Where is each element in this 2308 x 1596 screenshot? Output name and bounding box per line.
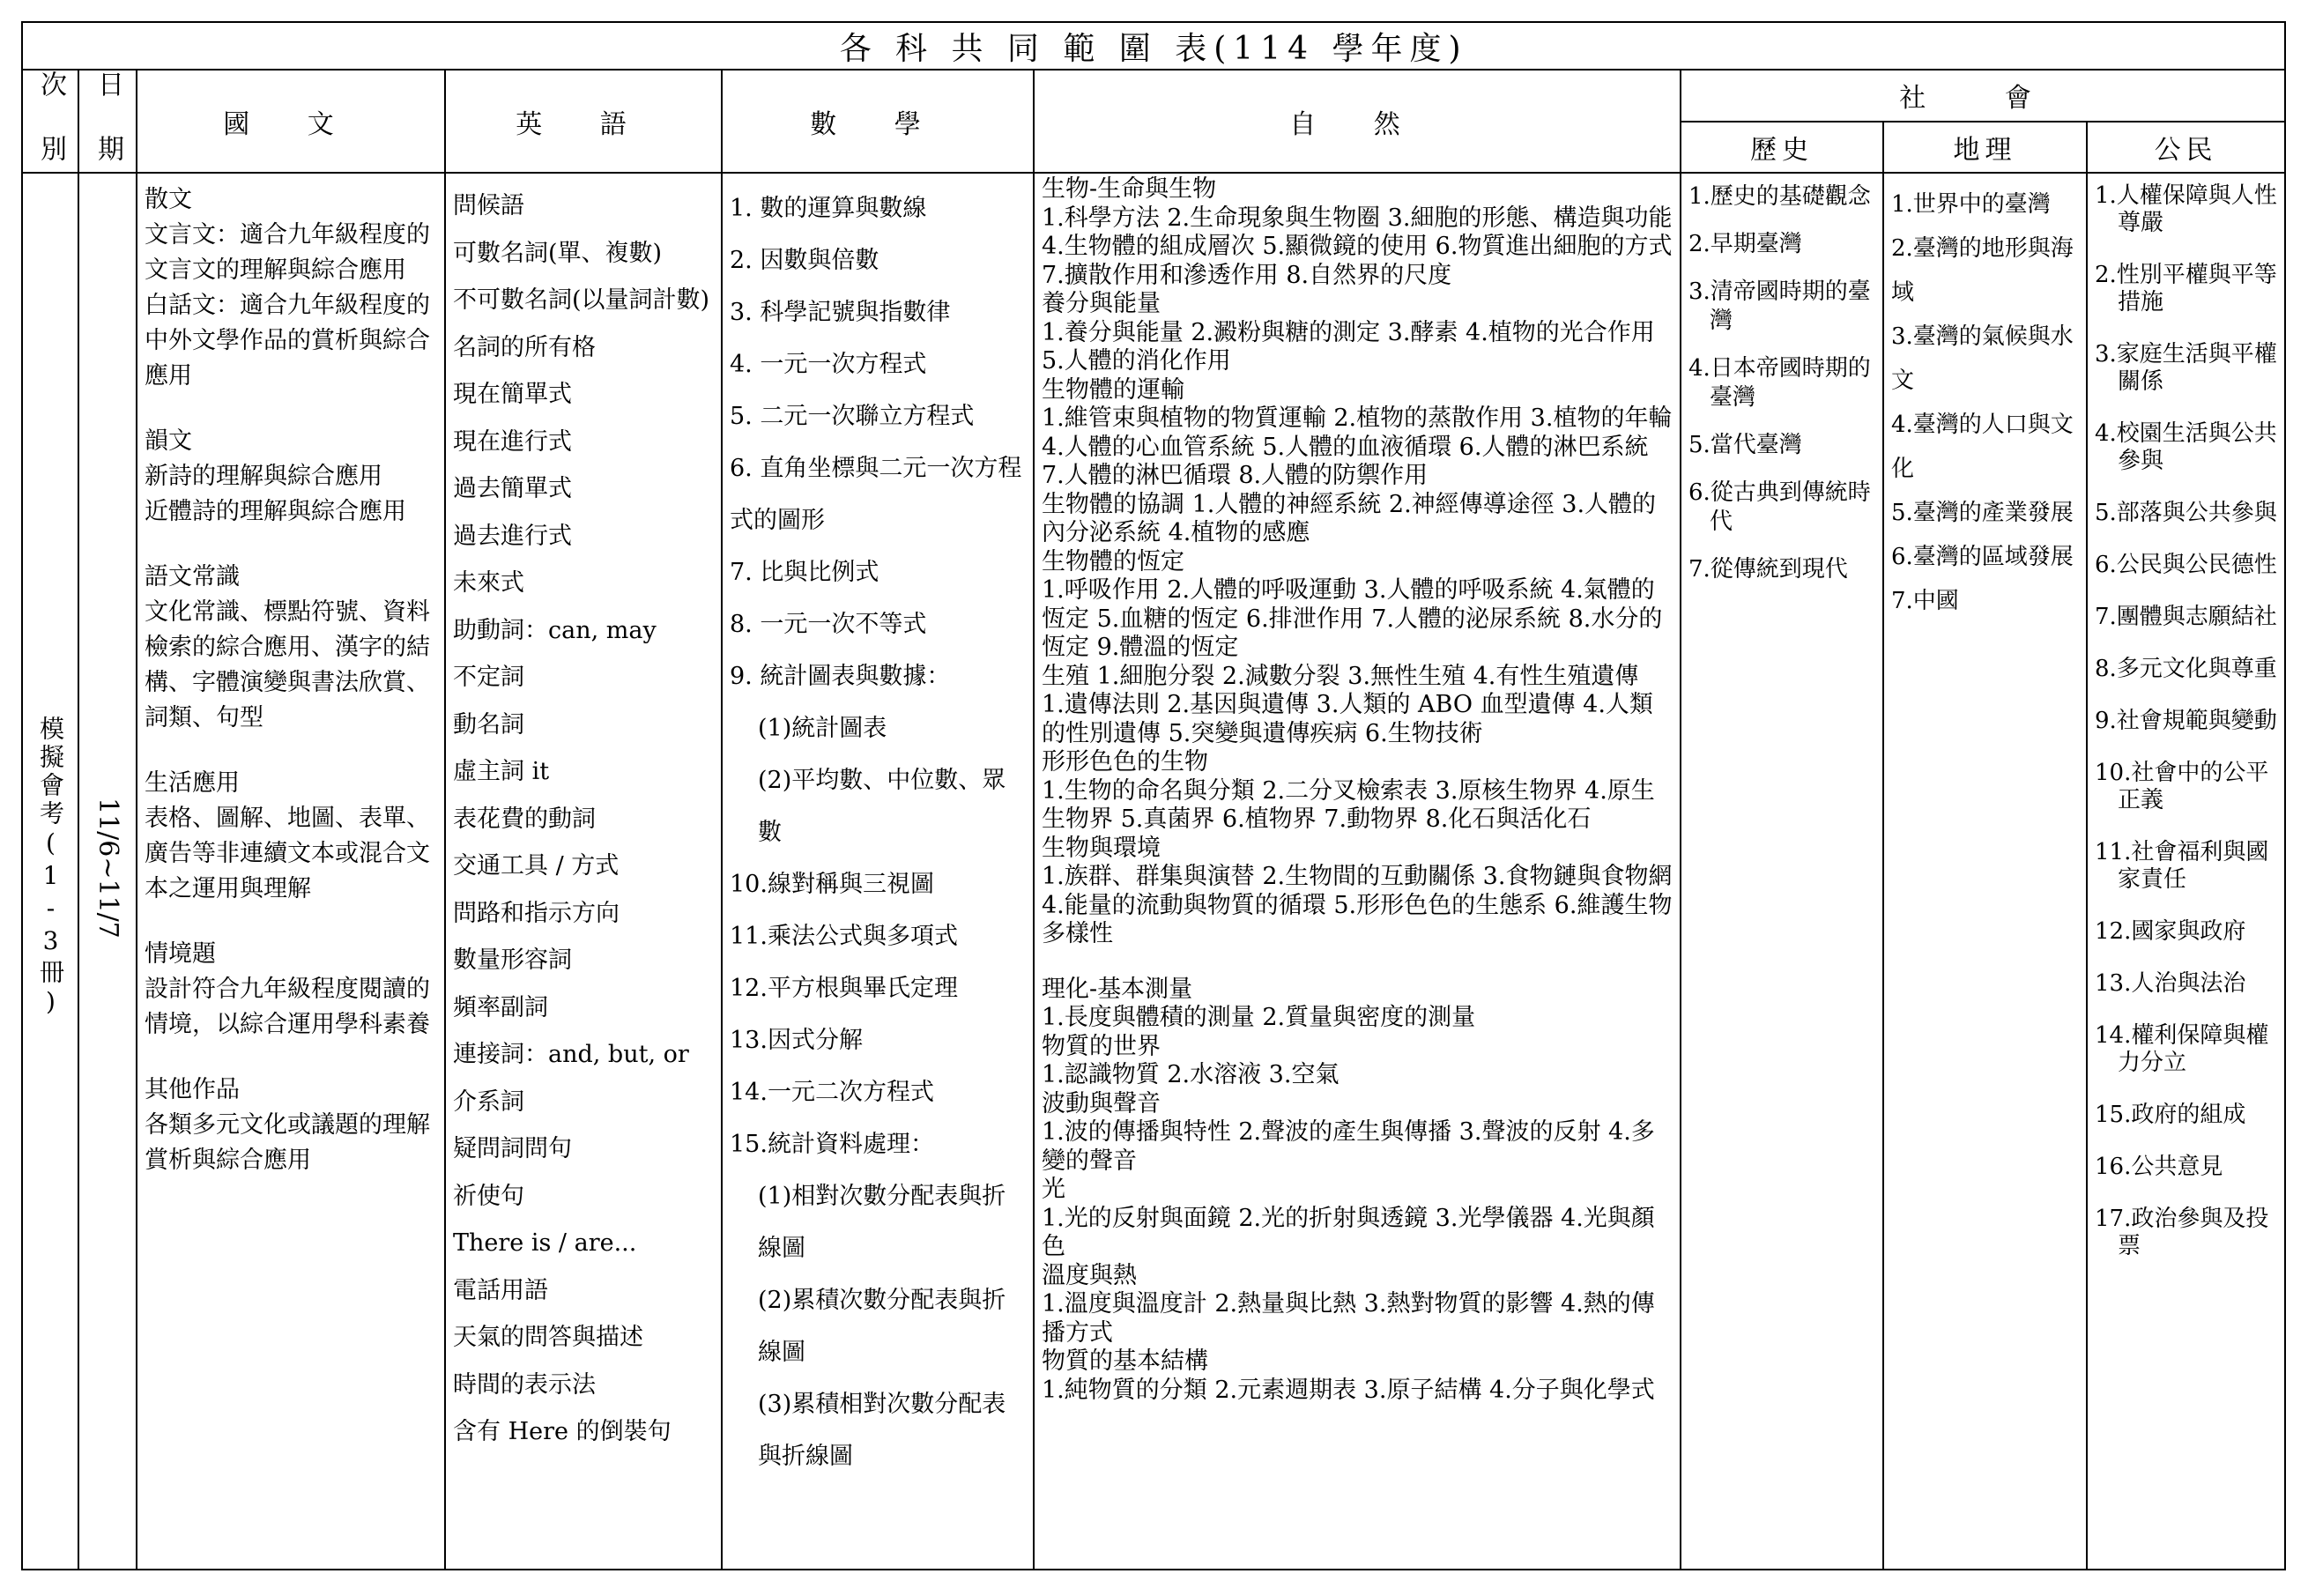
- english-topic: 問路和指示方向: [453, 899, 620, 927]
- english-topic: 現在進行式: [453, 427, 572, 456]
- chinese-section-heading: 生活應用: [145, 769, 240, 797]
- chinese-section-line: 近體詩的理解與綜合應用: [145, 498, 406, 525]
- history-topic: 5.當代臺灣: [1688, 432, 1802, 458]
- header-order: [22, 70, 78, 173]
- civics-topic: 2.性別平權與平等措施: [2095, 262, 2277, 315]
- science-line: 理化-基本測量: [1042, 975, 1193, 1003]
- science-line: 物質的基本結構: [1042, 1347, 1208, 1375]
- civics-topic: 12.國家與政府: [2095, 918, 2246, 945]
- science-line: 1.純物質的分類 2.元素週期表 3.原子結構 4.分子與化學式: [1042, 1376, 1655, 1404]
- english-topic: 連接詞：and, but, or: [453, 1041, 689, 1068]
- english-topic: 助動詞：can, may: [453, 616, 657, 644]
- chinese-section-line: 設計符合九年級程度閱讀的情境，以綜合運用學科素養: [145, 976, 430, 1038]
- math-topics: [730, 182, 1028, 1482]
- civics-topic: 16.公共意見: [2095, 1154, 2223, 1180]
- chinese-section-line: 各類多元文化或議題的理解賞析與綜合應用: [145, 1111, 430, 1174]
- science-line: 形形色色的生物: [1042, 748, 1208, 776]
- history-cell: [1681, 173, 1883, 1570]
- math-subtopic: (2)平均數、中位數、眾數: [758, 767, 1006, 846]
- chinese-section-heading: 韻文: [145, 427, 192, 455]
- science-line: 1.光的反射與面鏡 2.光的折射與透鏡 3.光學儀器 4.光與顏色: [1042, 1204, 1655, 1260]
- civics-topic: 5.部落與公共參與: [2095, 500, 2277, 526]
- english-topic: 過去進行式: [453, 522, 572, 550]
- english-topic: 頻率副詞: [453, 993, 548, 1021]
- row-date-cell: [78, 173, 137, 1570]
- english-topic: 可數名詞(單、複數): [453, 239, 663, 267]
- math-topic: 12.平方根與畢氏定理: [730, 975, 958, 1002]
- civics-topic: 11.社會福利與國家責任: [2095, 839, 2269, 893]
- history-topic: 6.從古典到傳統時代: [1688, 479, 1871, 535]
- math-topic: 4. 一元一次方程式: [730, 351, 927, 378]
- math-topic: 13.因式分解: [730, 1027, 863, 1054]
- header-order-text: 次 別: [35, 71, 66, 165]
- geography-topics: [1891, 182, 2081, 623]
- math-topic: 1. 數的運算與數線: [730, 195, 927, 222]
- english-topic: 現在簡單式: [453, 381, 572, 408]
- science-line: 生物-生命與生物: [1042, 175, 1217, 203]
- chinese-section: [145, 766, 439, 907]
- english-topic: 不可數名詞(以量詞計數): [453, 286, 710, 314]
- math-topic: 14.一元二次方程式: [730, 1079, 934, 1106]
- science-line: 生物體的運輸: [1042, 375, 1184, 404]
- science-line: 波動與聲音: [1042, 1089, 1161, 1117]
- chinese-section-line: 文言文：適合九年級程度的文言文的理解與綜合應用: [145, 221, 430, 284]
- civics-topic: 4.校園生活與公共參與: [2095, 420, 2277, 474]
- english-topics: [453, 182, 716, 1456]
- english-topic: 含有 Here 的倒裝句: [453, 1418, 672, 1445]
- civics-topic: 3.家庭生活與平權關係: [2095, 341, 2277, 395]
- english-topic: 虛主詞 it: [453, 758, 550, 785]
- science-line: 1.生物的命名與分類 2.二分叉檢索表 3.原核生物界 4.原生生物界 5.真菌界 6.植物界 7.動物界 8.化石與活化石: [1042, 776, 1655, 833]
- english-topic: 介系詞: [453, 1088, 524, 1116]
- chinese-topics: [145, 182, 439, 1178]
- chinese-section-line: 新詩的理解與綜合應用: [145, 463, 382, 490]
- chinese-section-heading: 情境題: [145, 940, 216, 968]
- geography-topic: 7.中國: [1891, 588, 1959, 614]
- chinese-section-heading: 其他作品: [145, 1076, 240, 1103]
- math-topic: 7. 比與比例式: [730, 559, 879, 586]
- math-topic: 8. 一元一次不等式: [730, 611, 927, 638]
- science-line: 1.科學方法 2.生命現象與生物圈 3.細胞的形態、構造與功能 4.生物體的組成層次 5.顯微鏡的使用 6.物質進出細胞的方式 7.擴散作用和滲透作用 8.自然界的尺度: [1042, 204, 1673, 289]
- range-table: [21, 21, 2286, 1570]
- geography-cell: [1883, 173, 2087, 1570]
- chinese-section-line: 白話文：適合九年級程度的中外文學作品的賞析與綜合應用: [145, 292, 430, 390]
- history-topic: 7.從傳統到現代: [1688, 556, 1848, 583]
- science-line: 1.呼吸作用 2.人體的呼吸運動 3.人體的呼吸系統 4.氣體的恆定 5.血糖的恆定 6.排泄作用 7.人體的泌尿系統 8.水分的恆定 9.體溫的恆定: [1042, 576, 1663, 661]
- header-english: 英 語: [445, 70, 722, 173]
- geography-topic: 4.臺灣的人口與文化: [1891, 412, 2074, 482]
- chinese-section-heading: 散文: [145, 186, 192, 213]
- history-topic: 1.歷史的基礎觀念: [1688, 183, 1871, 210]
- chinese-section: [145, 937, 439, 1043]
- math-subtopic: (1)統計圖表: [758, 715, 887, 742]
- header-math: 數 學: [722, 70, 1034, 173]
- header-date-text: 日 期: [93, 71, 123, 165]
- math-topic: 10.線對稱與三視圖: [730, 871, 934, 898]
- english-topic: 交通工具 / 方式: [453, 852, 620, 880]
- civics-topic: 10.社會中的公平正義: [2095, 760, 2269, 813]
- science-line: 物質的世界: [1042, 1032, 1161, 1060]
- science-line: 生殖 1.細胞分裂 2.減數分裂 3.無性生殖 4.有性生殖遺傳: [1042, 662, 1639, 690]
- math-topic: 6. 直角坐標與二元一次方程式的圖形: [730, 455, 1022, 534]
- science-line: 溫度與熱: [1042, 1261, 1137, 1289]
- english-topic: 天氣的問答與描述: [453, 1324, 643, 1351]
- english-topic: 動名詞: [453, 710, 524, 739]
- history-topic: 3.清帝國時期的臺灣: [1688, 278, 1871, 334]
- row-date-text: 11/6~11/7: [93, 797, 123, 939]
- math-topic: 11.乘法公式與多項式: [730, 923, 958, 950]
- civics-cell: [2087, 173, 2285, 1570]
- math-cell: [722, 173, 1034, 1570]
- science-line: 1.維管束與植物的物質運輸 2.植物的蒸散作用 3.植物的年輪 4.人體的心血管系統 5.人體的血液循環 6.人體的淋巴系統 7.人體的淋巴循環 8.人體的防禦作用: [1042, 405, 1673, 489]
- english-topic: 問候語: [453, 192, 524, 219]
- table-title: 各 科 共 同 範 圍 表(114 學年度): [22, 22, 2285, 70]
- science-line: 1.養分與能量 2.澱粉與糖的測定 3.酵素 4.植物的光合作用 5.人體的消化作用: [1042, 318, 1655, 375]
- english-topic: 時間的表示法: [453, 1370, 596, 1399]
- civics-topic: 17.政治參與及投票: [2095, 1206, 2269, 1259]
- geography-topic: 1.世界中的臺灣: [1891, 191, 2051, 218]
- civics-topic: 15.政府的組成: [2095, 1102, 2246, 1128]
- science-topics: [1042, 175, 1674, 1405]
- header-science: 自 然: [1034, 70, 1681, 173]
- english-topic: 祈使句: [453, 1182, 524, 1210]
- science-line: 養分與能量: [1042, 290, 1161, 317]
- geography-topic: 5.臺灣的產業發展: [1891, 500, 2074, 526]
- chinese-section-line: 文化常識、標點符號、資料檢索的綜合應用、漢字的結構、字體演變與書法欣賞、詞類、句型: [145, 598, 430, 731]
- header-social: 社 會: [1681, 70, 2285, 122]
- civics-topics: [2095, 182, 2279, 1260]
- english-cell: [445, 173, 722, 1570]
- range-table-sheet: [21, 21, 2284, 1570]
- science-line: 1.溫度與溫度計 2.熱量與比熱 3.熱對物質的影響 4.熱的傳播方式: [1042, 1290, 1655, 1347]
- science-line: 1.波的傳播與特性 2.聲波的產生與傳播 3.聲波的反射 4.多變的聲音: [1042, 1118, 1655, 1175]
- math-topic: 9. 統計圖表與數據：: [730, 663, 951, 690]
- chinese-section-line: 表格、圖解、地圖、表單、廣告等非連續文本或混合文本之運用與理解: [145, 805, 430, 902]
- civics-topic: 9.社會規範與變動: [2095, 708, 2277, 734]
- chinese-section: [145, 424, 439, 530]
- english-topic: 未來式: [453, 569, 524, 597]
- english-topic: 表花費的動詞: [453, 805, 596, 833]
- math-topic: 15.統計資料處理：: [730, 1131, 934, 1158]
- history-topics: [1688, 182, 1877, 584]
- chinese-section-heading: 語文常識: [145, 563, 240, 590]
- english-topic: 疑問詞問句: [453, 1135, 572, 1162]
- history-topic: 4.日本帝國時期的臺灣: [1688, 355, 1871, 411]
- civics-topic: 8.多元文化與尊重: [2095, 656, 2277, 682]
- history-topic: 2.早期臺灣: [1688, 231, 1802, 257]
- math-topic: 5. 二元一次聯立方程式: [730, 403, 975, 430]
- geography-topic: 3.臺灣的氣候與水文: [1891, 323, 2074, 394]
- chinese-section: [145, 182, 439, 394]
- civics-topic: 13.人治與法治: [2095, 970, 2246, 997]
- chinese-cell: [137, 173, 445, 1570]
- math-subtopic: (1)相對次數分配表與折線圖: [758, 1183, 1006, 1262]
- english-topic: There is / are...: [453, 1229, 637, 1257]
- english-topic: 名詞的所有格: [453, 333, 596, 361]
- civics-topic: 14.權利保障與權力分立: [2095, 1022, 2269, 1076]
- science-line: 1.認識物質 2.水溶液 3.空氣: [1042, 1061, 1340, 1088]
- math-subtopic: (2)累積次數分配表與折線圖: [758, 1287, 1006, 1366]
- english-topic: 電話用語: [453, 1276, 548, 1304]
- civics-topic: 1.人權保障與人性尊嚴: [2095, 182, 2277, 236]
- row-order-text: 模擬會考(1-3冊): [36, 716, 65, 1020]
- science-line: 生物體的協調 1.人體的神經系統 2.神經傳導途徑 3.人體的內分泌系統 4.植物的感應: [1042, 490, 1657, 546]
- science-gap: [1042, 949, 1674, 976]
- chinese-section: [145, 560, 439, 736]
- science-line: 1.長度與體積的測量 2.質量與密度的測量: [1042, 1004, 1476, 1031]
- science-line: 1.族群、群集與演替 2.生物間的互動關係 3.食物鏈與食物網 4.能量的流動與物質的循環 5.形形色色的生態系 6.維護生物多樣性: [1042, 863, 1673, 947]
- header-date: [78, 70, 137, 173]
- science-line: 1.遺傳法則 2.基因與遺傳 3.人類的 ABO 血型遺傳 4.人類的性別遺傳 5.突變與遺傳疾病 6.生物技術: [1042, 691, 1653, 747]
- geography-topic: 6.臺灣的區域發展: [1891, 544, 2074, 570]
- science-line: 生物體的恆定: [1042, 547, 1184, 575]
- geography-topic: 2.臺灣的地形與海域: [1891, 235, 2074, 306]
- header-civics: 公民: [2087, 122, 2285, 174]
- header-geography: 地理: [1883, 122, 2087, 174]
- science-cell: [1034, 173, 1681, 1570]
- header-history: 歷史: [1681, 122, 1883, 174]
- civics-topic: 6.公民與公民德性: [2095, 552, 2277, 578]
- science-line: 光: [1042, 1176, 1065, 1203]
- english-topic: 不定詞: [453, 664, 524, 691]
- english-topic: 過去簡單式: [453, 475, 572, 502]
- english-topic: 數量形容詞: [453, 946, 572, 974]
- chinese-section: [145, 1073, 439, 1178]
- math-topic: 2. 因數與倍數: [730, 247, 879, 274]
- math-topic: 3. 科學記號與指數律: [730, 299, 951, 326]
- math-subtopic: (3)累積相對次數分配表與折線圖: [758, 1391, 1006, 1470]
- row-order-cell: [22, 173, 78, 1570]
- header-chinese: 國 文: [137, 70, 445, 173]
- science-line: 生物與環境: [1042, 834, 1161, 862]
- civics-topic: 7.團體與志願結社: [2095, 604, 2277, 630]
